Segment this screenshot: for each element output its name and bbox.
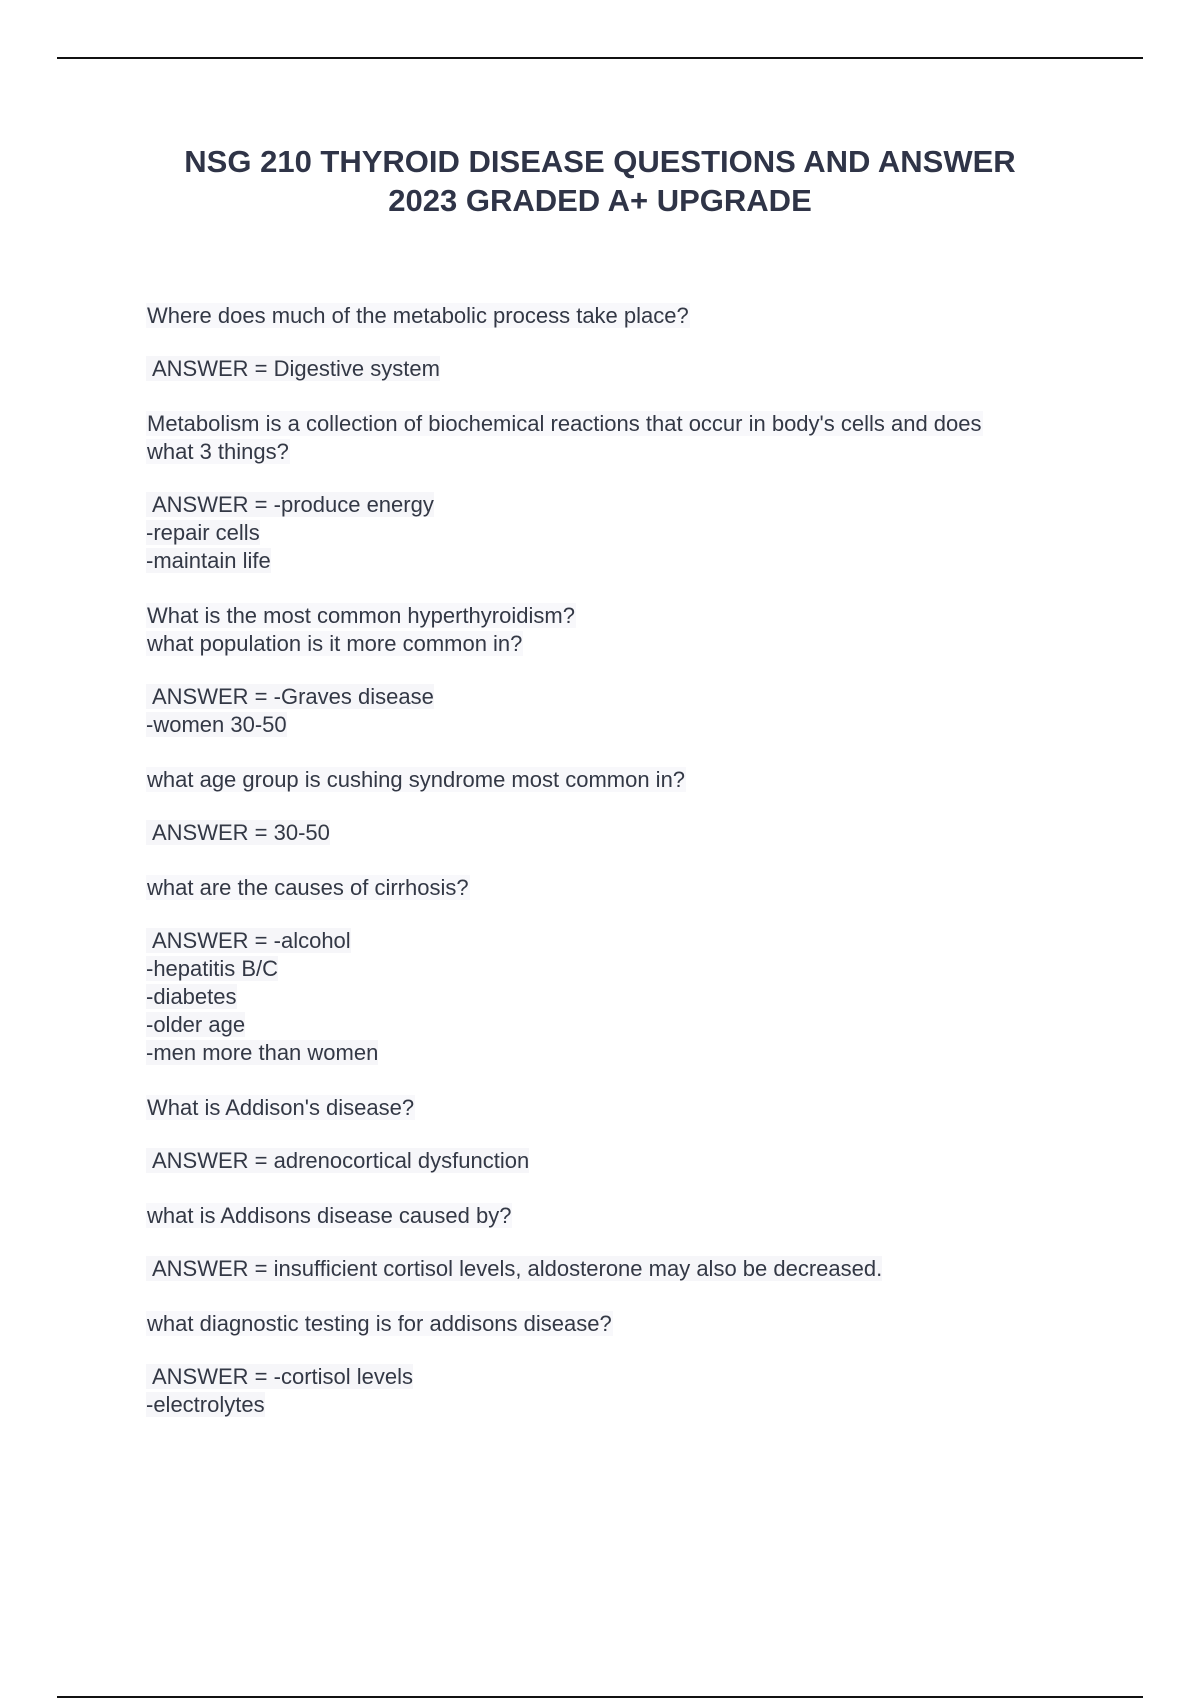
question bbox=[146, 766, 1086, 794]
qa-list bbox=[146, 302, 1086, 1446]
title-line: 2023 GRADED A+ UPGRADE bbox=[388, 183, 812, 218]
document-title bbox=[140, 142, 1060, 220]
answer-line: -women 30-50 bbox=[146, 712, 287, 737]
answer-line: -hepatitis B/C bbox=[146, 956, 279, 981]
answer-line: -diabetes bbox=[146, 984, 237, 1009]
qa-item bbox=[146, 766, 1086, 847]
question bbox=[146, 602, 1086, 658]
answer-line: -men more than women bbox=[146, 1040, 379, 1065]
title-line: NSG 210 THYROID DISEASE QUESTIONS AND ANSWER bbox=[184, 144, 1016, 179]
question-line: Where does much of the metabolic process take place? bbox=[147, 303, 689, 328]
qa-item bbox=[146, 410, 1086, 575]
answer bbox=[146, 683, 1086, 739]
answer-line: ANSWER = adrenocortical dysfunction bbox=[146, 1147, 1086, 1175]
answer-line: ANSWER = -alcohol bbox=[146, 927, 1086, 955]
answer-line: ANSWER = Digestive system bbox=[146, 355, 1086, 383]
answer bbox=[146, 1363, 1086, 1419]
answer-line: -maintain life bbox=[146, 548, 271, 573]
qa-item bbox=[146, 1202, 1086, 1283]
question bbox=[146, 1310, 1086, 1338]
answer-line: -repair cells bbox=[146, 520, 260, 545]
question bbox=[146, 874, 1086, 902]
answer bbox=[146, 819, 1086, 847]
answer-line: ANSWER = -produce energy bbox=[146, 491, 1086, 519]
answer bbox=[146, 1255, 1086, 1283]
question bbox=[146, 1094, 1086, 1122]
question-line: Metabolism is a collection of biochemical reactions that occur in body's cells and does bbox=[147, 411, 982, 436]
answer-line: -older age bbox=[146, 1012, 246, 1037]
question-line: what 3 things? bbox=[147, 439, 289, 464]
top-rule bbox=[57, 57, 1143, 59]
answer bbox=[146, 1147, 1086, 1175]
qa-item bbox=[146, 1310, 1086, 1419]
bottom-rule bbox=[57, 1696, 1143, 1698]
question-line: what age group is cushing syndrome most common in? bbox=[147, 767, 686, 792]
qa-item bbox=[146, 874, 1086, 1067]
question-line: What is Addison's disease? bbox=[147, 1095, 415, 1120]
qa-item bbox=[146, 602, 1086, 739]
question bbox=[146, 302, 1086, 330]
question-line: what is Addisons disease caused by? bbox=[147, 1203, 512, 1228]
answer-line: ANSWER = -cortisol levels bbox=[146, 1363, 1086, 1391]
question-line: what are the causes of cirrhosis? bbox=[147, 875, 469, 900]
question-line: What is the most common hyperthyroidism? bbox=[147, 603, 575, 628]
qa-item bbox=[146, 302, 1086, 383]
answer-line: -electrolytes bbox=[146, 1392, 265, 1417]
answer-line: ANSWER = -Graves disease bbox=[146, 683, 1086, 711]
question bbox=[146, 1202, 1086, 1230]
answer-line: ANSWER = 30-50 bbox=[146, 819, 1086, 847]
question-line: what population is it more common in? bbox=[147, 631, 523, 656]
qa-item bbox=[146, 1094, 1086, 1175]
answer bbox=[146, 927, 1086, 1067]
question-line: what diagnostic testing is for addisons disease? bbox=[147, 1311, 612, 1336]
question bbox=[146, 410, 1086, 466]
answer bbox=[146, 491, 1086, 575]
answer bbox=[146, 355, 1086, 383]
answer-line: ANSWER = insufficient cortisol levels, aldosterone may also be decreased. bbox=[146, 1255, 1086, 1283]
